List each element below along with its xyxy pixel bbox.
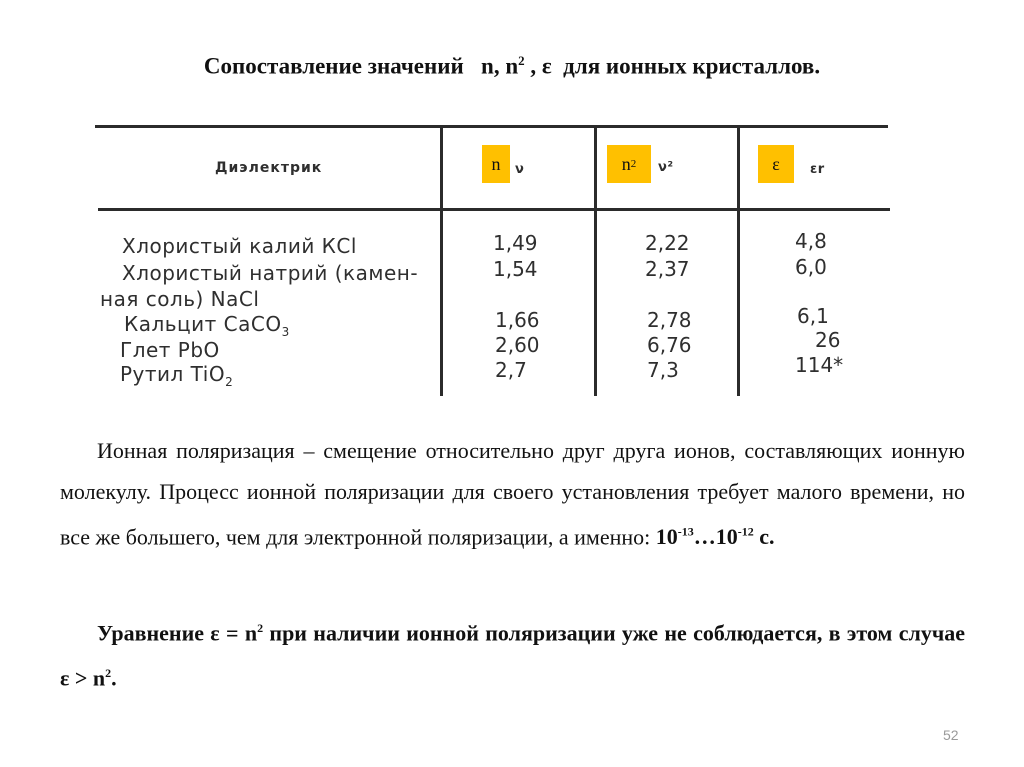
cell-n2-nacl: 2,37 <box>645 257 690 281</box>
header-scan-n: ν <box>515 162 525 177</box>
row-name-kcl: Хлористый калий КCl <box>122 234 357 258</box>
cell-n-kcl: 1,49 <box>493 231 538 255</box>
cell-n2-caco3: 2,78 <box>647 308 692 332</box>
row-name-nacl-2: ная соль) NaCl <box>100 287 260 311</box>
cell-n-tio2: 2,7 <box>495 358 527 382</box>
header-scan-eps: εr <box>810 162 825 177</box>
equation-paragraph: Уравнение $\varepsilon = n^2$ при наличии ионной поляризации уже не соблюдается, в этом случае $\varepsilon > n^2$. <box>60 620 965 691</box>
slide-title: Сопоставление значений n, $n^2$ , ε для ионных кристаллов. <box>203 53 821 79</box>
table-header-rule <box>98 208 890 211</box>
table-col-rule-3 <box>737 128 740 396</box>
badge-n: n <box>482 145 510 183</box>
table-col-rule-2 <box>594 128 597 396</box>
cell-n2-pbo: 6,76 <box>647 333 692 357</box>
cell-eps-tio2: 114* <box>795 353 844 377</box>
cell-eps-caco3: 6,1 <box>797 304 829 328</box>
cell-eps-pbo: 26 <box>815 328 841 352</box>
cell-n-pbo: 2,60 <box>495 333 540 357</box>
row-name-caco3: Кальцит CaCO$_3$ <box>124 312 290 339</box>
cell-eps-nacl: 6,0 <box>795 255 827 279</box>
cell-n-nacl: 1,54 <box>493 257 538 281</box>
cell-n-caco3: 1,66 <box>495 308 540 332</box>
badge-epsilon: ε <box>758 145 794 183</box>
header-dielectric: Диэлектрик <box>215 160 323 176</box>
badge-n-squared: n 2 <box>607 145 651 183</box>
page-number: 52 <box>943 727 959 743</box>
table-col-rule-1 <box>440 128 443 396</box>
row-name-pbo: Глет PbO <box>120 338 220 362</box>
row-name-tio2: Рутил TiO$_2$ <box>120 362 234 389</box>
header-scan-n2: ν² <box>658 160 674 175</box>
cell-n2-tio2: 7,3 <box>647 358 679 382</box>
ionic-polarization-paragraph: Ионная поляризация – смещение относительно друг друга ионов, составляющих ионную молекулу. Процесс ионной поляризации для своего установления требует малого времени, но все же большего, чем для электронной поляризации, а именно: $10^{-13}\dots 10^{-12}$ с. <box>60 438 965 550</box>
table-top-rule <box>95 125 888 128</box>
cell-n2-kcl: 2,22 <box>645 231 690 255</box>
cell-eps-kcl: 4,8 <box>795 229 827 253</box>
row-name-nacl-1: Хлористый натрий (камен- <box>122 261 419 285</box>
